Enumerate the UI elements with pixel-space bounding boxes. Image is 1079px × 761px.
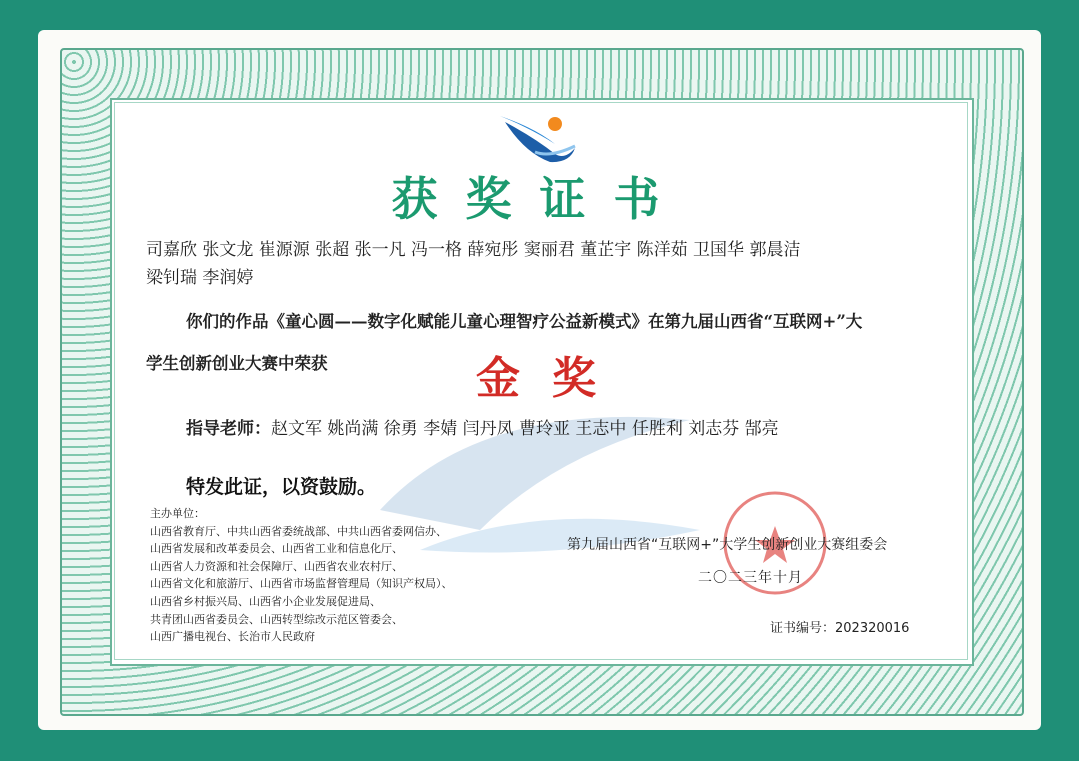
special-note: 特发此证，以资鼓励。: [186, 476, 377, 498]
recipients-line: 司嘉欣 张文龙 崔源源 张超 张一凡 冯一格 薛宛彤 窦丽君 董芷宇 陈洋茹 卫国华 郭晨洁: [146, 240, 801, 260]
advisors-names: 赵文军 姚尚满 徐勇 李婧 闫丹凤 曹玲亚 王志中 任胜利 刘志芬 郜亮: [271, 419, 779, 439]
award-statement: 你们的作品《童心圆——数字化赋能儿童心理智疗公益新模式》在第九届山西省“互联网+”大: [186, 312, 863, 331]
organizer-line: 共青团山西省委员会、山西转型综改示范区管委会、: [150, 612, 403, 626]
issue-date: 二〇二三年十月: [698, 570, 803, 586]
organizers-list: [150, 505, 570, 646]
advisors-label: 指导老师：: [186, 419, 271, 439]
organizer-line: 山西省人力资源和社会保障厅、山西省农业农村厅、: [150, 559, 403, 573]
certificate-number: 证书编号：202320016: [770, 621, 910, 636]
advisors: [186, 414, 779, 439]
award-level: 金奖: [476, 353, 628, 404]
certificate-title: 获奖证书: [391, 172, 688, 226]
organizer-line: 主办单位：: [150, 507, 205, 520]
competition-logo-icon: [495, 108, 585, 168]
committee-name: 第九届山西省“互联网+”大学生创新创业大赛组委会: [567, 537, 888, 553]
recipients-line: 梁钊瑞 李润婷: [146, 268, 254, 288]
organizer-line: 山西省乡村振兴局、山西省小企业发展促进局、: [150, 594, 381, 608]
organizer-line: 山西省教育厅、中共山西省委统战部、中共山西省委网信办、: [150, 524, 447, 538]
organizer-line: 山西广播电视台、长治市人民政府: [150, 630, 315, 644]
organizer-line: 山西省文化和旅游厅、山西省市场监督管理局（知识产权局）、: [150, 577, 453, 591]
organizer-line: 山西省发展和改革委员会、山西省工业和信息化厅、: [150, 542, 403, 556]
recipients: [146, 236, 926, 292]
award-statement-cont: 学生创新创业大赛中荣获: [146, 354, 328, 373]
